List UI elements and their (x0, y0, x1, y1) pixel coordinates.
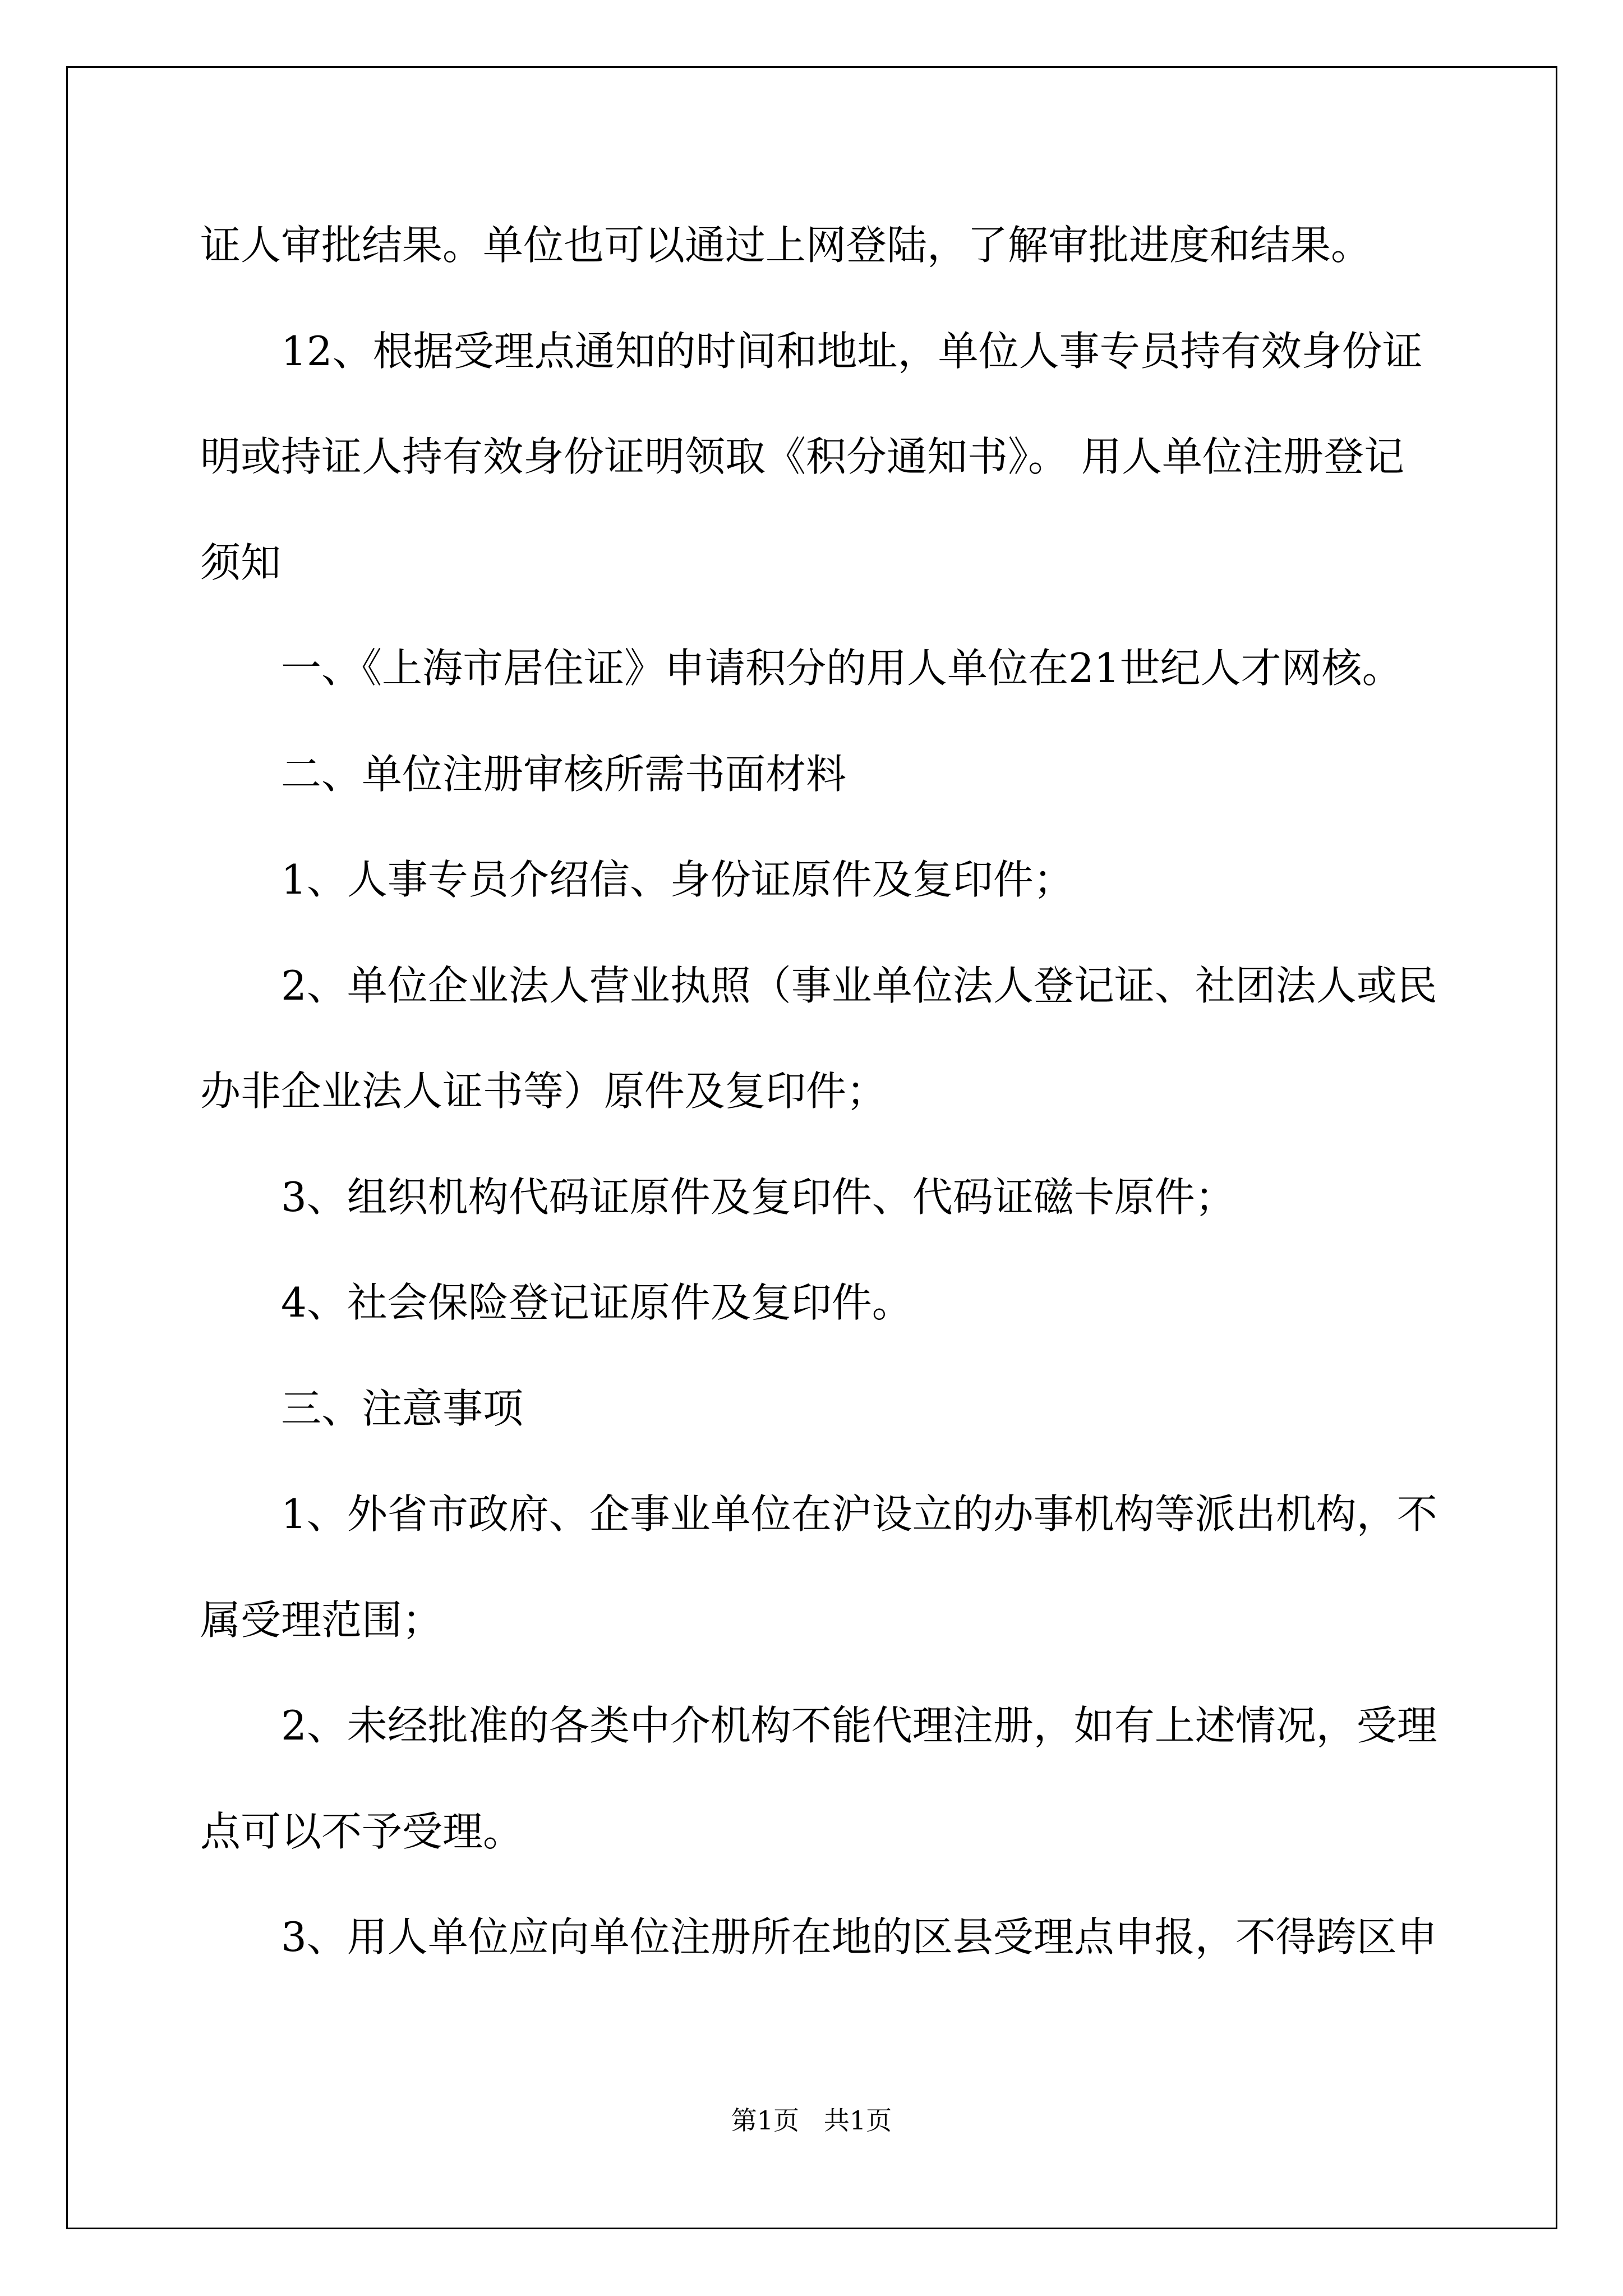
paragraph-line: 一、《上海市居住证》申请积分的用人单位在21世纪人才网核。 (281, 645, 1403, 692)
paragraph-line: 证人审批结果。单位也可以通过上网登陆，了解审批进度和结果。 (200, 222, 1372, 269)
paragraph-line: 须知 (200, 539, 282, 586)
paragraph-line: 明或持证人持有效身份证明领取《积分通知书》。 用人单位注册登记 (200, 433, 1404, 480)
paragraph-line: 属受理范围； (200, 1596, 443, 1644)
document-body (200, 209, 1437, 2007)
paragraph-line: 1、人事专员介绍信、身份证原件及复印件； (281, 856, 1074, 903)
paragraph-line: 2、未经批准的各类中介机构不能代理注册，如有上述情况，受理 (281, 1702, 1437, 1749)
paragraph-line: 12、根据受理点通知的时间和地址，单位人事专员持有效身份证 (281, 327, 1423, 375)
paragraph-line: 1、外省市政府、企事业单位在沪设立的办事机构等派出机构，不 (281, 1490, 1437, 1538)
paragraph-line: 3、组织机构代码证原件及复印件、代码证磁卡原件； (281, 1173, 1235, 1221)
page-number-footer: 第1页 共1页 (731, 2105, 892, 2136)
section-heading: 二、单位注册审核所需书面材料 (281, 750, 847, 798)
section-heading: 三、注意事项 (281, 1384, 524, 1432)
paragraph-line: 4、社会保险登记证原件及复印件。 (281, 1279, 912, 1326)
paragraph-line: 2、单位企业法人营业执照（事业单位法人登记证、社团法人或民 (281, 961, 1437, 1009)
paragraph-line: 3、用人单位应向单位注册所在地的区县受理点申报，不得跨区申 (281, 1913, 1437, 1961)
paragraph-line: 办非企业法人证书等）原件及复印件； (200, 1068, 887, 1115)
paragraph-line: 点可以不予受理。 (200, 1807, 524, 1855)
